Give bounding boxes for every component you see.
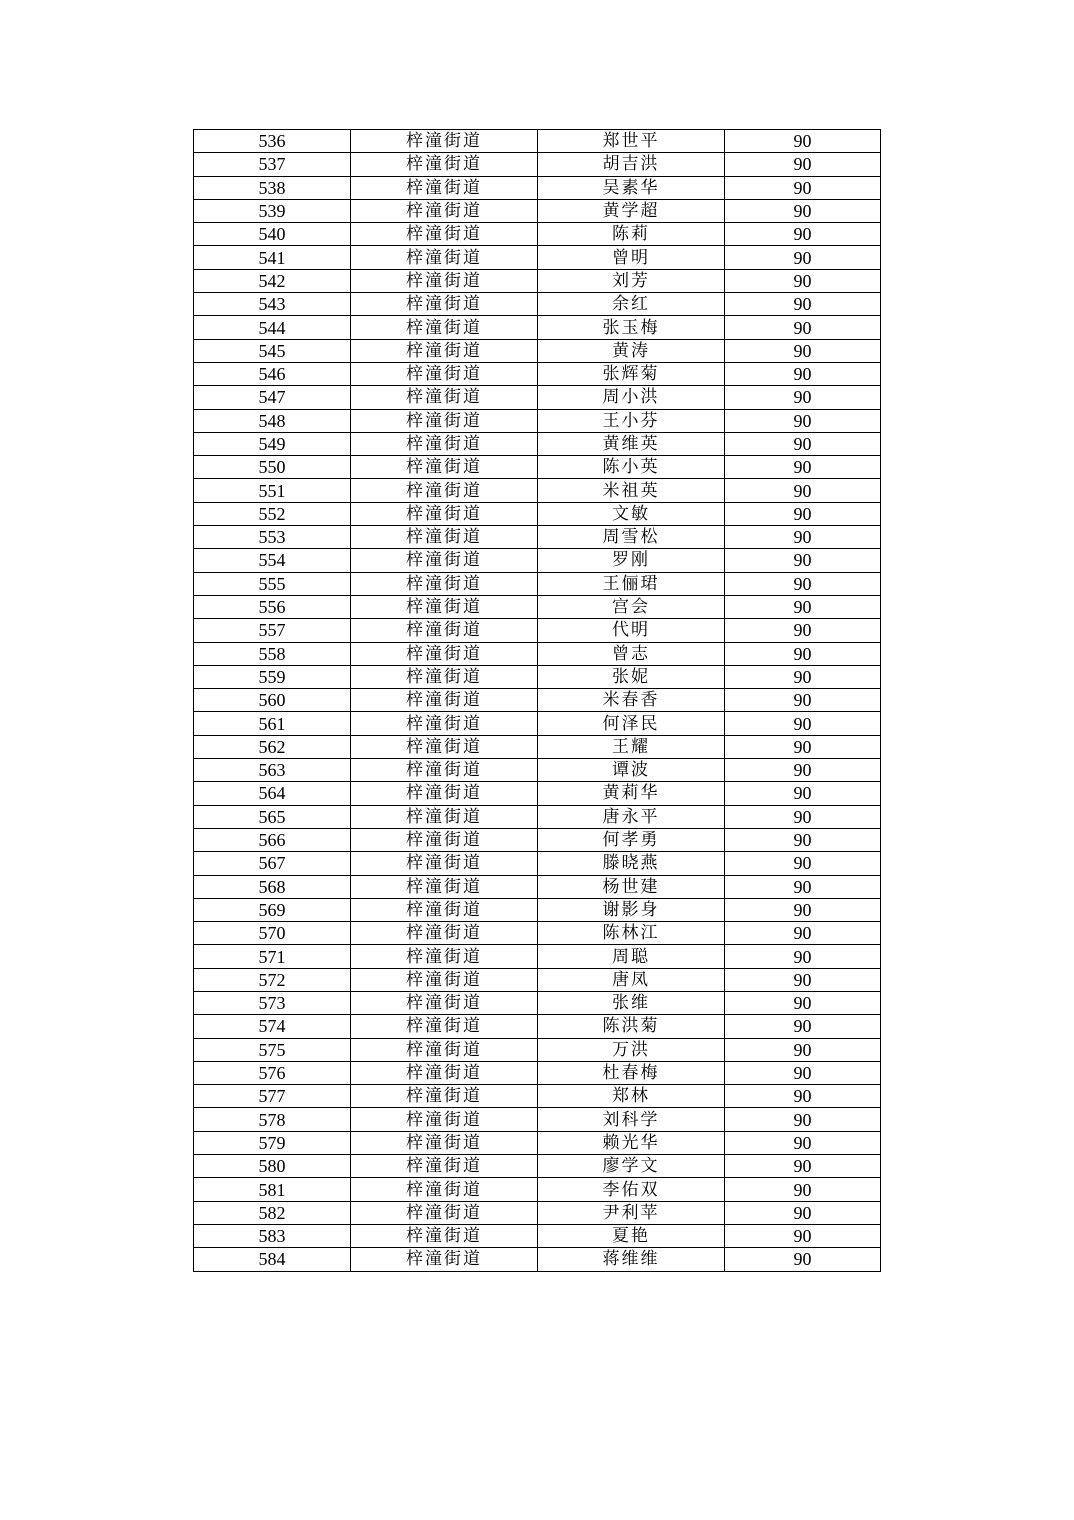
table-row bbox=[194, 199, 881, 222]
table-row bbox=[194, 386, 881, 409]
row-number-cell: 579 bbox=[194, 1131, 351, 1154]
score-cell: 90 bbox=[725, 293, 881, 316]
table-row bbox=[194, 735, 881, 758]
person-name-cell: 文敏 bbox=[538, 502, 725, 525]
row-number-cell: 550 bbox=[194, 456, 351, 479]
row-number-cell: 565 bbox=[194, 805, 351, 828]
score-cell: 90 bbox=[725, 549, 881, 572]
score-cell: 90 bbox=[725, 852, 881, 875]
person-name-cell: 杨世建 bbox=[538, 875, 725, 898]
person-name-cell: 宫会 bbox=[538, 595, 725, 618]
table-row bbox=[194, 1248, 881, 1271]
score-cell: 90 bbox=[725, 805, 881, 828]
table-row bbox=[194, 1224, 881, 1247]
district-cell: 梓潼街道 bbox=[351, 176, 538, 199]
district-cell: 梓潼街道 bbox=[351, 828, 538, 851]
row-number-cell: 570 bbox=[194, 922, 351, 945]
score-cell: 90 bbox=[725, 1015, 881, 1038]
district-cell: 梓潼街道 bbox=[351, 805, 538, 828]
row-number-cell: 545 bbox=[194, 339, 351, 362]
district-cell: 梓潼街道 bbox=[351, 1131, 538, 1154]
district-cell: 梓潼街道 bbox=[351, 153, 538, 176]
table-row bbox=[194, 828, 881, 851]
district-cell: 梓潼街道 bbox=[351, 432, 538, 455]
table-row bbox=[194, 362, 881, 385]
table-row bbox=[194, 293, 881, 316]
table-row bbox=[194, 712, 881, 735]
row-number-cell: 564 bbox=[194, 782, 351, 805]
district-cell: 梓潼街道 bbox=[351, 1038, 538, 1061]
district-cell: 梓潼街道 bbox=[351, 968, 538, 991]
person-name-cell: 余红 bbox=[538, 293, 725, 316]
person-name-cell: 黄涛 bbox=[538, 339, 725, 362]
district-cell: 梓潼街道 bbox=[351, 130, 538, 153]
table-row bbox=[194, 223, 881, 246]
row-number-cell: 576 bbox=[194, 1061, 351, 1084]
row-number-cell: 573 bbox=[194, 991, 351, 1014]
district-cell: 梓潼街道 bbox=[351, 386, 538, 409]
district-cell: 梓潼街道 bbox=[351, 1015, 538, 1038]
row-number-cell: 575 bbox=[194, 1038, 351, 1061]
table-row bbox=[194, 1015, 881, 1038]
table-row bbox=[194, 805, 881, 828]
score-cell: 90 bbox=[725, 1178, 881, 1201]
district-cell: 梓潼街道 bbox=[351, 316, 538, 339]
score-cell: 90 bbox=[725, 432, 881, 455]
table-row bbox=[194, 246, 881, 269]
score-cell: 90 bbox=[725, 619, 881, 642]
district-cell: 梓潼街道 bbox=[351, 409, 538, 432]
district-cell: 梓潼街道 bbox=[351, 665, 538, 688]
row-number-cell: 542 bbox=[194, 269, 351, 292]
table-row bbox=[194, 1155, 881, 1178]
score-cell: 90 bbox=[725, 735, 881, 758]
score-cell: 90 bbox=[725, 922, 881, 945]
person-name-cell: 王耀 bbox=[538, 735, 725, 758]
person-name-cell: 尹利苹 bbox=[538, 1201, 725, 1224]
row-number-cell: 540 bbox=[194, 223, 351, 246]
table-row bbox=[194, 968, 881, 991]
person-name-cell: 黄莉华 bbox=[538, 782, 725, 805]
person-name-cell: 刘芳 bbox=[538, 269, 725, 292]
district-cell: 梓潼街道 bbox=[351, 782, 538, 805]
district-cell: 梓潼街道 bbox=[351, 1108, 538, 1131]
person-name-cell: 陈莉 bbox=[538, 223, 725, 246]
table-row bbox=[194, 409, 881, 432]
table-row bbox=[194, 479, 881, 502]
district-cell: 梓潼街道 bbox=[351, 712, 538, 735]
table-row bbox=[194, 1131, 881, 1154]
district-cell: 梓潼街道 bbox=[351, 223, 538, 246]
score-cell: 90 bbox=[725, 199, 881, 222]
row-number-cell: 560 bbox=[194, 689, 351, 712]
person-name-cell: 郑世平 bbox=[538, 130, 725, 153]
row-number-cell: 537 bbox=[194, 153, 351, 176]
person-name-cell: 张维 bbox=[538, 991, 725, 1014]
district-cell: 梓潼街道 bbox=[351, 875, 538, 898]
row-number-cell: 557 bbox=[194, 619, 351, 642]
row-number-cell: 556 bbox=[194, 595, 351, 618]
table-row bbox=[194, 1085, 881, 1108]
score-cell: 90 bbox=[725, 572, 881, 595]
district-cell: 梓潼街道 bbox=[351, 293, 538, 316]
row-number-cell: 581 bbox=[194, 1178, 351, 1201]
score-cell: 90 bbox=[725, 316, 881, 339]
score-cell: 90 bbox=[725, 1201, 881, 1224]
person-name-cell: 陈小英 bbox=[538, 456, 725, 479]
roster-table-body bbox=[194, 130, 881, 1272]
person-name-cell: 周雪松 bbox=[538, 526, 725, 549]
person-name-cell: 夏艳 bbox=[538, 1224, 725, 1247]
table-row bbox=[194, 1178, 881, 1201]
district-cell: 梓潼街道 bbox=[351, 922, 538, 945]
table-row bbox=[194, 1108, 881, 1131]
district-cell: 梓潼街道 bbox=[351, 456, 538, 479]
score-cell: 90 bbox=[725, 153, 881, 176]
person-name-cell: 唐凤 bbox=[538, 968, 725, 991]
row-number-cell: 561 bbox=[194, 712, 351, 735]
person-name-cell: 陈林江 bbox=[538, 922, 725, 945]
district-cell: 梓潼街道 bbox=[351, 1061, 538, 1084]
score-cell: 90 bbox=[725, 665, 881, 688]
person-name-cell: 曾志 bbox=[538, 642, 725, 665]
table-row bbox=[194, 526, 881, 549]
table-row bbox=[194, 176, 881, 199]
table-row bbox=[194, 502, 881, 525]
score-cell: 90 bbox=[725, 223, 881, 246]
roster-table bbox=[193, 129, 881, 1272]
score-cell: 90 bbox=[725, 362, 881, 385]
person-name-cell: 米春香 bbox=[538, 689, 725, 712]
district-cell: 梓潼街道 bbox=[351, 246, 538, 269]
row-number-cell: 568 bbox=[194, 875, 351, 898]
score-cell: 90 bbox=[725, 526, 881, 549]
district-cell: 梓潼街道 bbox=[351, 898, 538, 921]
score-cell: 90 bbox=[725, 1224, 881, 1247]
row-number-cell: 546 bbox=[194, 362, 351, 385]
score-cell: 90 bbox=[725, 456, 881, 479]
person-name-cell: 何泽民 bbox=[538, 712, 725, 735]
district-cell: 梓潼街道 bbox=[351, 735, 538, 758]
row-number-cell: 541 bbox=[194, 246, 351, 269]
score-cell: 90 bbox=[725, 595, 881, 618]
person-name-cell: 谢影身 bbox=[538, 898, 725, 921]
row-number-cell: 543 bbox=[194, 293, 351, 316]
row-number-cell: 544 bbox=[194, 316, 351, 339]
person-name-cell: 曾明 bbox=[538, 246, 725, 269]
district-cell: 梓潼街道 bbox=[351, 1178, 538, 1201]
person-name-cell: 王俪珺 bbox=[538, 572, 725, 595]
person-name-cell: 蒋维维 bbox=[538, 1248, 725, 1271]
district-cell: 梓潼街道 bbox=[351, 759, 538, 782]
score-cell: 90 bbox=[725, 991, 881, 1014]
row-number-cell: 559 bbox=[194, 665, 351, 688]
district-cell: 梓潼街道 bbox=[351, 269, 538, 292]
person-name-cell: 周聪 bbox=[538, 945, 725, 968]
score-cell: 90 bbox=[725, 1061, 881, 1084]
person-name-cell: 郑林 bbox=[538, 1085, 725, 1108]
score-cell: 90 bbox=[725, 759, 881, 782]
score-cell: 90 bbox=[725, 339, 881, 362]
score-cell: 90 bbox=[725, 130, 881, 153]
district-cell: 梓潼街道 bbox=[351, 549, 538, 572]
table-row bbox=[194, 875, 881, 898]
row-number-cell: 577 bbox=[194, 1085, 351, 1108]
row-number-cell: 548 bbox=[194, 409, 351, 432]
table-row bbox=[194, 665, 881, 688]
district-cell: 梓潼街道 bbox=[351, 339, 538, 362]
score-cell: 90 bbox=[725, 782, 881, 805]
table-row bbox=[194, 456, 881, 479]
row-number-cell: 555 bbox=[194, 572, 351, 595]
table-row bbox=[194, 1201, 881, 1224]
row-number-cell: 580 bbox=[194, 1155, 351, 1178]
person-name-cell: 杜春梅 bbox=[538, 1061, 725, 1084]
district-cell: 梓潼街道 bbox=[351, 1201, 538, 1224]
person-name-cell: 代明 bbox=[538, 619, 725, 642]
table-row bbox=[194, 130, 881, 153]
score-cell: 90 bbox=[725, 176, 881, 199]
row-number-cell: 562 bbox=[194, 735, 351, 758]
score-cell: 90 bbox=[725, 269, 881, 292]
score-cell: 90 bbox=[725, 1108, 881, 1131]
table-row bbox=[194, 689, 881, 712]
row-number-cell: 554 bbox=[194, 549, 351, 572]
table-row bbox=[194, 432, 881, 455]
district-cell: 梓潼街道 bbox=[351, 1155, 538, 1178]
table-row bbox=[194, 339, 881, 362]
person-name-cell: 罗刚 bbox=[538, 549, 725, 572]
district-cell: 梓潼街道 bbox=[351, 991, 538, 1014]
person-name-cell: 张玉梅 bbox=[538, 316, 725, 339]
row-number-cell: 551 bbox=[194, 479, 351, 502]
table-row bbox=[194, 269, 881, 292]
table-row bbox=[194, 759, 881, 782]
row-number-cell: 549 bbox=[194, 432, 351, 455]
table-row bbox=[194, 153, 881, 176]
district-cell: 梓潼街道 bbox=[351, 689, 538, 712]
row-number-cell: 566 bbox=[194, 828, 351, 851]
table-row bbox=[194, 945, 881, 968]
person-name-cell: 唐永平 bbox=[538, 805, 725, 828]
score-cell: 90 bbox=[725, 968, 881, 991]
table-row bbox=[194, 898, 881, 921]
score-cell: 90 bbox=[725, 945, 881, 968]
table-row bbox=[194, 852, 881, 875]
district-cell: 梓潼街道 bbox=[351, 1248, 538, 1271]
row-number-cell: 538 bbox=[194, 176, 351, 199]
district-cell: 梓潼街道 bbox=[351, 1224, 538, 1247]
row-number-cell: 536 bbox=[194, 130, 351, 153]
table-row bbox=[194, 549, 881, 572]
table-row bbox=[194, 1061, 881, 1084]
person-name-cell: 赖光华 bbox=[538, 1131, 725, 1154]
table-row bbox=[194, 316, 881, 339]
table-row bbox=[194, 991, 881, 1014]
score-cell: 90 bbox=[725, 1248, 881, 1271]
row-number-cell: 547 bbox=[194, 386, 351, 409]
person-name-cell: 黄学超 bbox=[538, 199, 725, 222]
person-name-cell: 黄维英 bbox=[538, 432, 725, 455]
score-cell: 90 bbox=[725, 1131, 881, 1154]
table-row bbox=[194, 1038, 881, 1061]
row-number-cell: 578 bbox=[194, 1108, 351, 1131]
row-number-cell: 553 bbox=[194, 526, 351, 549]
row-number-cell: 583 bbox=[194, 1224, 351, 1247]
district-cell: 梓潼街道 bbox=[351, 502, 538, 525]
score-cell: 90 bbox=[725, 1155, 881, 1178]
score-cell: 90 bbox=[725, 246, 881, 269]
score-cell: 90 bbox=[725, 875, 881, 898]
table-row bbox=[194, 922, 881, 945]
table-row bbox=[194, 595, 881, 618]
person-name-cell: 滕晓燕 bbox=[538, 852, 725, 875]
score-cell: 90 bbox=[725, 712, 881, 735]
score-cell: 90 bbox=[725, 386, 881, 409]
person-name-cell: 周小洪 bbox=[538, 386, 725, 409]
score-cell: 90 bbox=[725, 479, 881, 502]
person-name-cell: 李佑双 bbox=[538, 1178, 725, 1201]
person-name-cell: 谭波 bbox=[538, 759, 725, 782]
district-cell: 梓潼街道 bbox=[351, 362, 538, 385]
person-name-cell: 刘科学 bbox=[538, 1108, 725, 1131]
person-name-cell: 胡吉洪 bbox=[538, 153, 725, 176]
table-row bbox=[194, 642, 881, 665]
person-name-cell: 王小芬 bbox=[538, 409, 725, 432]
district-cell: 梓潼街道 bbox=[351, 619, 538, 642]
row-number-cell: 563 bbox=[194, 759, 351, 782]
score-cell: 90 bbox=[725, 502, 881, 525]
district-cell: 梓潼街道 bbox=[351, 526, 538, 549]
district-cell: 梓潼街道 bbox=[351, 945, 538, 968]
row-number-cell: 569 bbox=[194, 898, 351, 921]
district-cell: 梓潼街道 bbox=[351, 479, 538, 502]
person-name-cell: 米祖英 bbox=[538, 479, 725, 502]
person-name-cell: 张妮 bbox=[538, 665, 725, 688]
score-cell: 90 bbox=[725, 642, 881, 665]
table-row bbox=[194, 619, 881, 642]
score-cell: 90 bbox=[725, 1038, 881, 1061]
person-name-cell: 万洪 bbox=[538, 1038, 725, 1061]
district-cell: 梓潼街道 bbox=[351, 595, 538, 618]
person-name-cell: 廖学文 bbox=[538, 1155, 725, 1178]
district-cell: 梓潼街道 bbox=[351, 199, 538, 222]
person-name-cell: 陈洪菊 bbox=[538, 1015, 725, 1038]
row-number-cell: 572 bbox=[194, 968, 351, 991]
score-cell: 90 bbox=[725, 828, 881, 851]
district-cell: 梓潼街道 bbox=[351, 642, 538, 665]
score-cell: 90 bbox=[725, 898, 881, 921]
row-number-cell: 567 bbox=[194, 852, 351, 875]
score-cell: 90 bbox=[725, 1085, 881, 1108]
row-number-cell: 552 bbox=[194, 502, 351, 525]
district-cell: 梓潼街道 bbox=[351, 572, 538, 595]
row-number-cell: 584 bbox=[194, 1248, 351, 1271]
district-cell: 梓潼街道 bbox=[351, 852, 538, 875]
row-number-cell: 582 bbox=[194, 1201, 351, 1224]
person-name-cell: 吴素华 bbox=[538, 176, 725, 199]
person-name-cell: 何孝勇 bbox=[538, 828, 725, 851]
row-number-cell: 558 bbox=[194, 642, 351, 665]
row-number-cell: 574 bbox=[194, 1015, 351, 1038]
score-cell: 90 bbox=[725, 409, 881, 432]
person-name-cell: 张辉菊 bbox=[538, 362, 725, 385]
table-row bbox=[194, 572, 881, 595]
score-cell: 90 bbox=[725, 689, 881, 712]
row-number-cell: 539 bbox=[194, 199, 351, 222]
district-cell: 梓潼街道 bbox=[351, 1085, 538, 1108]
table-row bbox=[194, 782, 881, 805]
row-number-cell: 571 bbox=[194, 945, 351, 968]
